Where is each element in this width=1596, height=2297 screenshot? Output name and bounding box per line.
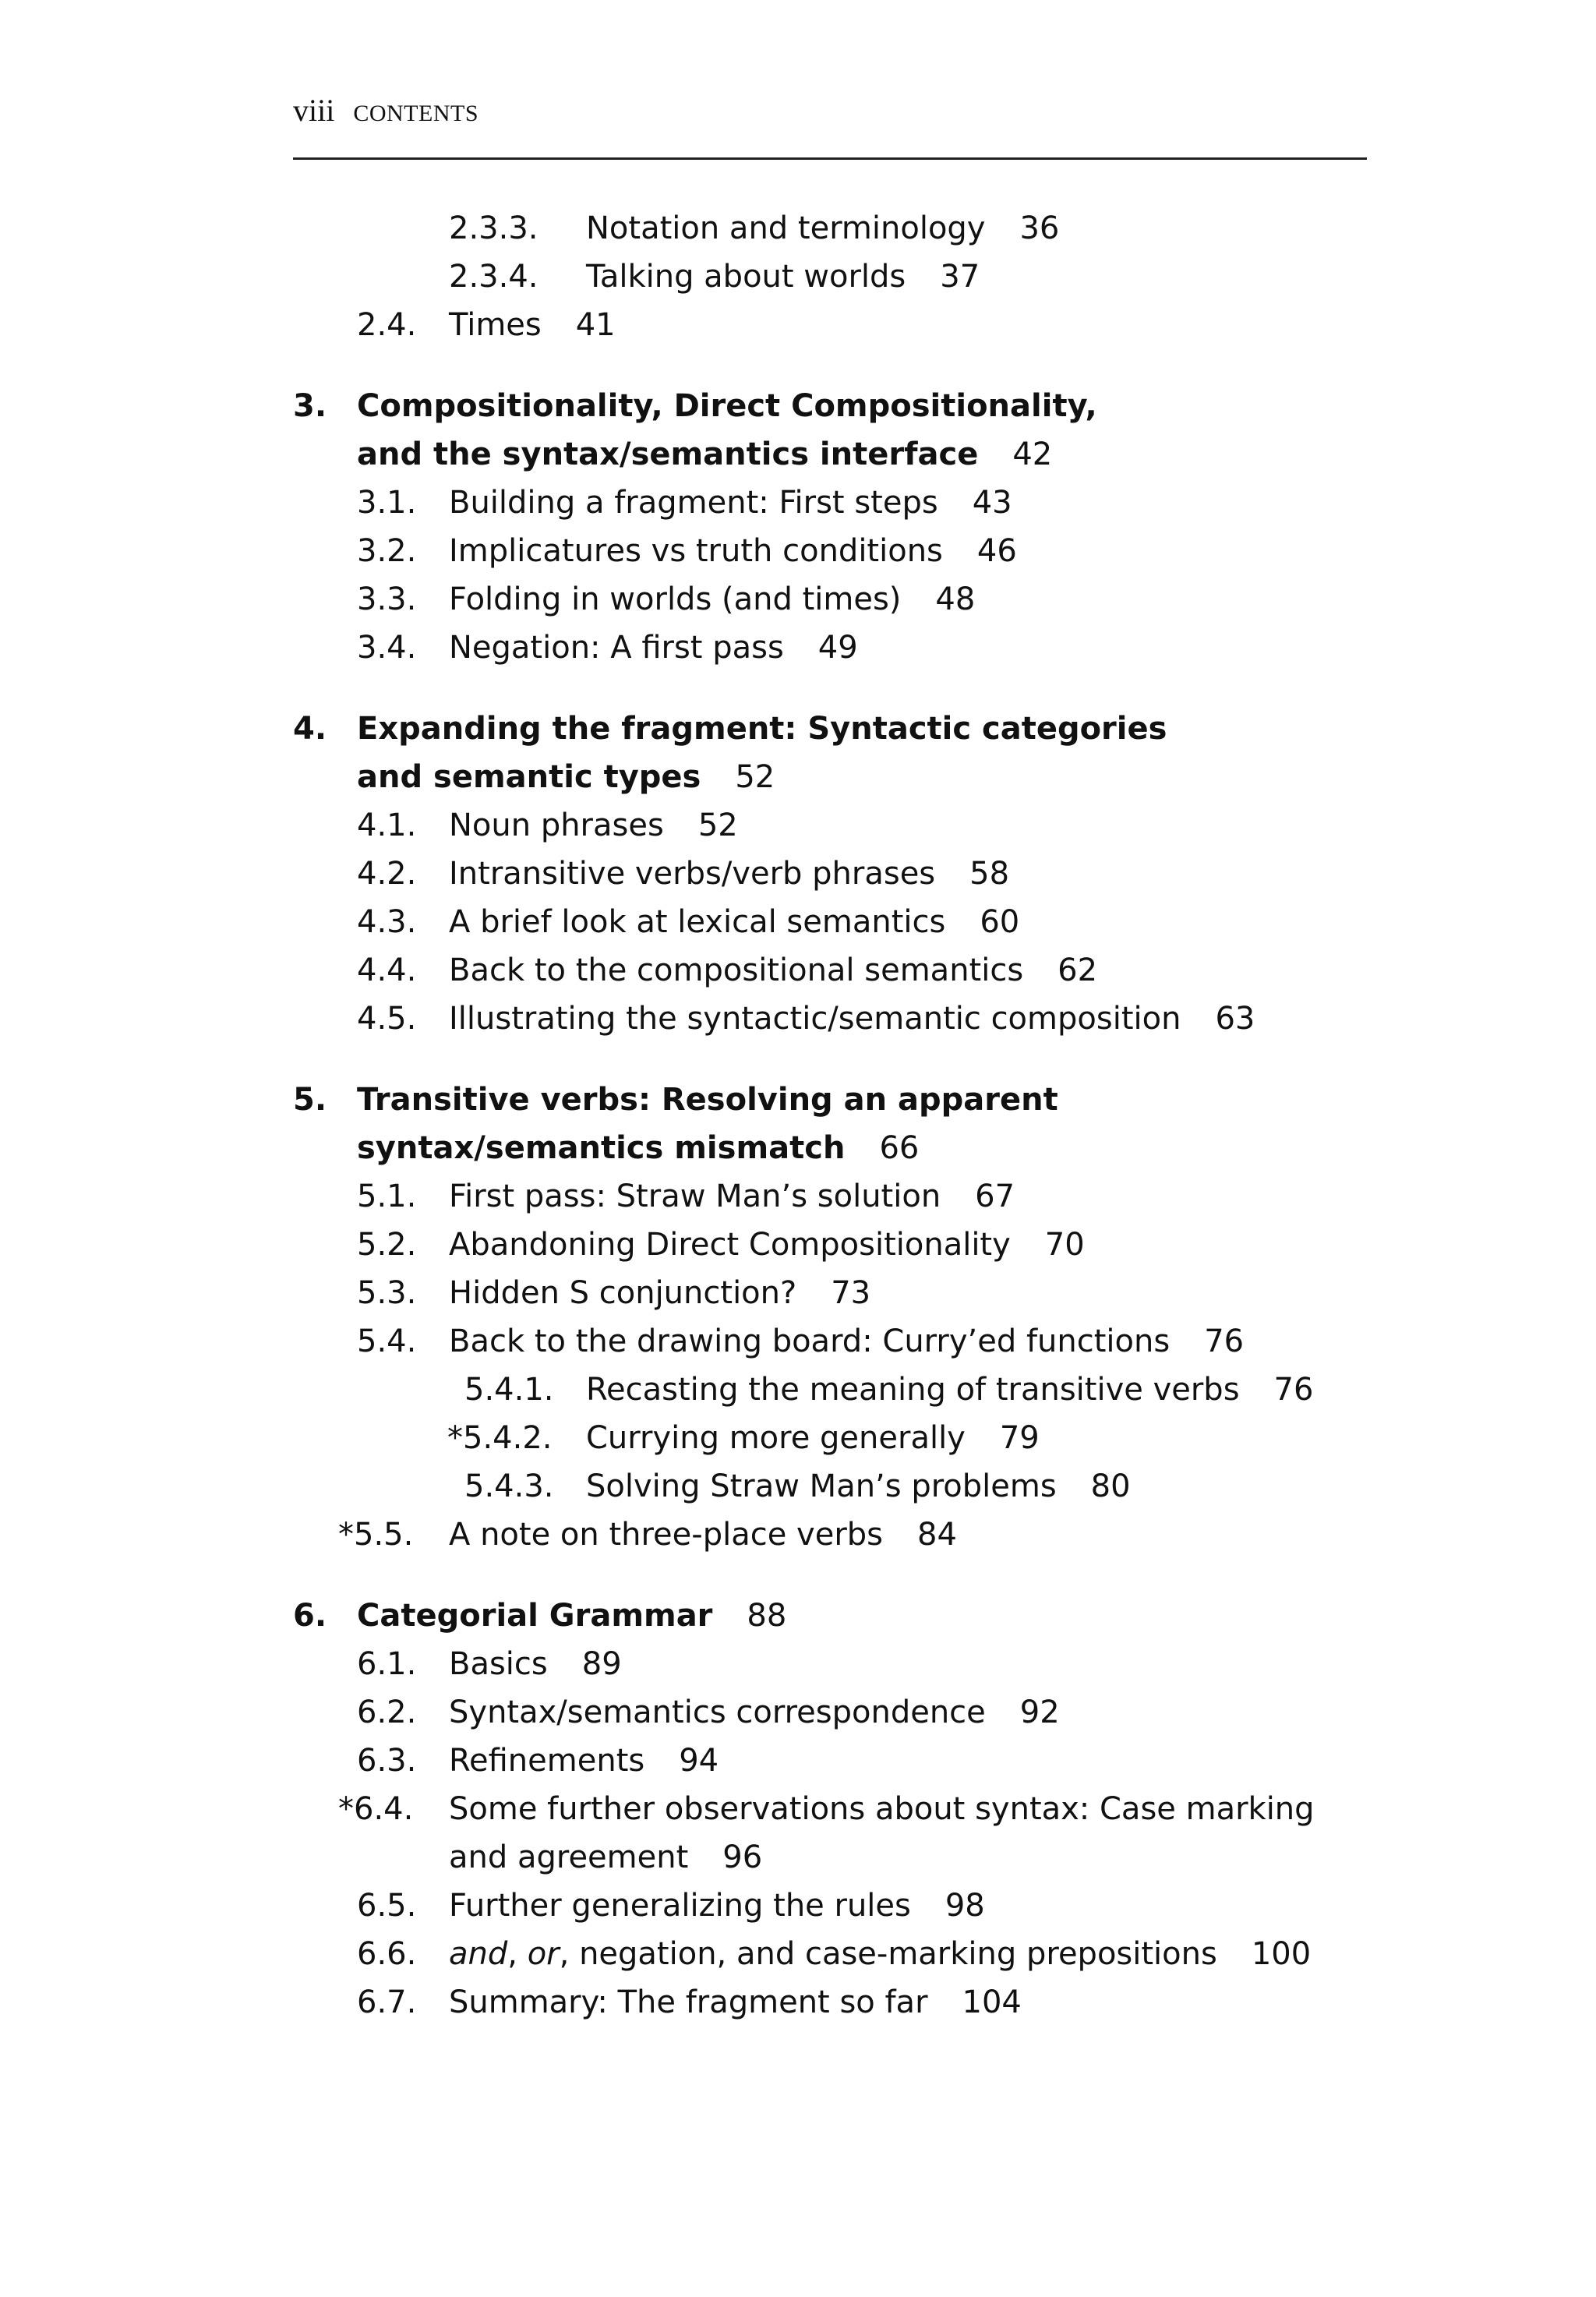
toc-entry-5-4-2[interactable] bbox=[293, 1414, 1400, 1462]
entry-page: 84 bbox=[917, 1517, 957, 1553]
entry-number: 6.3. bbox=[357, 1743, 417, 1779]
chapter-title: Categorial Grammar bbox=[357, 1598, 713, 1634]
entry-page: 62 bbox=[1058, 952, 1098, 988]
chapter-title: and semantic types bbox=[357, 759, 701, 795]
entry-number: 4.5. bbox=[357, 1001, 417, 1037]
chapter-number: 5. bbox=[293, 1082, 327, 1118]
entry-title-or: or bbox=[527, 1936, 560, 1972]
chapter-title: Transitive verbs: Resolving an apparent bbox=[357, 1082, 1058, 1118]
chapter-page: 66 bbox=[879, 1130, 920, 1166]
entry-title: Summary: The fragment so far bbox=[449, 1984, 928, 2020]
entry-page: 60 bbox=[980, 904, 1020, 940]
entry-title: Recasting the meaning of transitive verbs bbox=[586, 1372, 1240, 1408]
toc-entry-3-2[interactable] bbox=[293, 527, 1400, 575]
entry-number: 6.5. bbox=[357, 1888, 417, 1924]
toc-entry-6-6[interactable] bbox=[293, 1930, 1400, 1978]
toc-entry-5-1[interactable] bbox=[293, 1172, 1400, 1221]
entry-number: 5.1. bbox=[357, 1179, 417, 1214]
chapter-title: and the syntax/semantics interface bbox=[357, 436, 979, 472]
entry-page: 41 bbox=[575, 307, 616, 343]
entry-page: 46 bbox=[976, 533, 1017, 569]
entry-title: Syntax/semantics correspondence bbox=[449, 1694, 986, 1730]
toc-entry-3-1[interactable] bbox=[293, 479, 1400, 527]
toc-chapter-3[interactable] bbox=[293, 382, 1400, 430]
entry-title: and agreement bbox=[449, 1839, 689, 1875]
entry-title: Further generalizing the rules bbox=[449, 1888, 911, 1924]
entry-title: Intransitive verbs/verb phrases bbox=[449, 856, 936, 892]
toc-entry-2-3-3[interactable] bbox=[293, 204, 1400, 253]
entry-number: 5.4.3. bbox=[464, 1468, 554, 1504]
entry-number: 2.3.3. bbox=[449, 210, 538, 246]
entry-number: 4.1. bbox=[357, 807, 417, 843]
chapter-number: 3. bbox=[293, 388, 327, 424]
entry-page: 76 bbox=[1204, 1323, 1245, 1359]
entry-number: 2.3.4. bbox=[449, 259, 538, 295]
entry-title: A note on three-place verbs bbox=[449, 1517, 883, 1553]
entry-title: Hidden S conjunction? bbox=[449, 1275, 797, 1311]
entry-number: 3.4. bbox=[357, 630, 417, 666]
entry-page: 52 bbox=[697, 807, 738, 843]
toc-chapter-6[interactable] bbox=[293, 1592, 1400, 1640]
entry-title-rest: negation, and case-marking prepositions bbox=[579, 1936, 1217, 1972]
chapter-page: 52 bbox=[735, 759, 775, 795]
entry-page: 63 bbox=[1215, 1001, 1255, 1037]
toc-entry-4-3[interactable] bbox=[293, 898, 1400, 946]
entry-page: 37 bbox=[940, 259, 980, 295]
toc-chapter-3-cont[interactable] bbox=[293, 430, 1400, 479]
toc-entry-4-4[interactable] bbox=[293, 946, 1400, 995]
toc-entry-2-3-4[interactable] bbox=[293, 253, 1400, 301]
entry-page: 104 bbox=[962, 1984, 1022, 2020]
entry-title: Talking about worlds bbox=[586, 259, 906, 295]
toc-entry-5-4-1[interactable] bbox=[293, 1366, 1400, 1414]
entry-page: 96 bbox=[722, 1839, 763, 1875]
entry-title: Back to the compositional semantics bbox=[449, 952, 1024, 988]
toc-entry-6-5[interactable] bbox=[293, 1882, 1400, 1930]
entry-number: 2.4. bbox=[357, 307, 417, 343]
entry-page: 36 bbox=[1019, 210, 1060, 246]
entry-title: Noun phrases bbox=[449, 807, 664, 843]
entry-title: Solving Straw Man’s problems bbox=[586, 1468, 1057, 1504]
entry-page: 79 bbox=[999, 1420, 1040, 1456]
entry-number: *5.5. bbox=[338, 1517, 414, 1553]
toc-entry-5-2[interactable] bbox=[293, 1221, 1400, 1269]
toc-entry-5-5[interactable] bbox=[293, 1511, 1400, 1559]
toc-entry-4-5[interactable] bbox=[293, 995, 1400, 1043]
entry-title: A brief look at lexical semantics bbox=[449, 904, 946, 940]
entry-number: 5.3. bbox=[357, 1275, 417, 1311]
entry-number: 5.4.1. bbox=[464, 1372, 554, 1408]
entry-number: *5.4.2. bbox=[447, 1420, 553, 1456]
entry-page: 92 bbox=[1019, 1694, 1060, 1730]
entry-page: 49 bbox=[817, 630, 858, 666]
entry-title: Times bbox=[449, 307, 542, 343]
entry-title: Folding in worlds (and times) bbox=[449, 581, 902, 617]
toc-entry-5-3[interactable] bbox=[293, 1269, 1400, 1317]
entry-page: 100 bbox=[1251, 1936, 1312, 1972]
toc-chapter-4[interactable] bbox=[293, 705, 1400, 753]
entry-page: 73 bbox=[831, 1275, 871, 1311]
entry-title: Building a fragment: First steps bbox=[449, 485, 938, 521]
entry-number: 6.2. bbox=[357, 1694, 417, 1730]
entry-title: Refinements bbox=[449, 1743, 645, 1779]
toc-chapter-4-cont[interactable] bbox=[293, 753, 1400, 801]
toc-entry-6-4-cont[interactable] bbox=[293, 1833, 1400, 1882]
entry-page: 58 bbox=[969, 856, 1010, 892]
chapter-title: Compositionality, Direct Compositionality, bbox=[357, 388, 1097, 424]
entry-number: 4.3. bbox=[357, 904, 417, 940]
entry-page: 94 bbox=[679, 1743, 719, 1779]
entry-title: Some further observations about syntax: Case marking bbox=[449, 1791, 1315, 1827]
toc-entry-4-1[interactable] bbox=[293, 801, 1400, 850]
entry-number: 6.1. bbox=[357, 1646, 417, 1682]
entry-title: Basics bbox=[449, 1646, 548, 1682]
toc-entry-5-4-3[interactable] bbox=[293, 1462, 1400, 1511]
entry-page: 67 bbox=[975, 1179, 1015, 1214]
toc-entry-3-3[interactable] bbox=[293, 575, 1400, 624]
entry-page: 48 bbox=[935, 581, 976, 617]
toc-entry-4-2[interactable] bbox=[293, 850, 1400, 898]
toc-entry-3-4[interactable] bbox=[293, 624, 1400, 672]
table-of-contents bbox=[293, 204, 1400, 2027]
entry-title: Implicatures vs truth conditions bbox=[449, 533, 943, 569]
chapter-title: syntax/semantics mismatch bbox=[357, 1130, 846, 1166]
entry-page: 70 bbox=[1044, 1227, 1085, 1263]
entry-title: First pass: Straw Man’s solution bbox=[449, 1179, 941, 1214]
chapter-page: 88 bbox=[747, 1598, 787, 1634]
entry-number: 6.7. bbox=[357, 1984, 417, 2020]
entry-number: *6.4. bbox=[338, 1791, 414, 1827]
entry-title: Negation: A first pass bbox=[449, 630, 784, 666]
entry-number: 4.2. bbox=[357, 856, 417, 892]
entry-title-and: and bbox=[449, 1936, 508, 1972]
entry-title: Illustrating the syntactic/semantic composition bbox=[449, 1001, 1181, 1037]
toc-entry-6-3[interactable] bbox=[293, 1737, 1400, 1785]
entry-number: 3.3. bbox=[357, 581, 417, 617]
toc-entry-6-1[interactable] bbox=[293, 1640, 1400, 1688]
entry-page: 89 bbox=[581, 1646, 622, 1682]
entry-title: Currying more generally bbox=[586, 1420, 966, 1456]
toc-entry-2-4[interactable] bbox=[293, 301, 1400, 349]
chapter-number: 4. bbox=[293, 711, 327, 747]
toc-entry-6-4[interactable] bbox=[293, 1785, 1400, 1833]
entry-page: 80 bbox=[1090, 1468, 1131, 1504]
entry-title: Back to the drawing board: Curry’ed functions bbox=[449, 1323, 1171, 1359]
toc-chapter-5-cont[interactable] bbox=[293, 1124, 1400, 1172]
entry-number: 5.4. bbox=[357, 1323, 417, 1359]
page-folio: viii bbox=[293, 93, 335, 128]
running-head bbox=[293, 92, 478, 129]
entry-page: 43 bbox=[972, 485, 1012, 521]
header-rule bbox=[293, 157, 1367, 160]
entry-page: 76 bbox=[1273, 1372, 1314, 1408]
entry-title: Abandoning Direct Compositionality bbox=[449, 1227, 1011, 1263]
toc-chapter-5[interactable] bbox=[293, 1076, 1400, 1124]
chapter-number: 6. bbox=[293, 1598, 327, 1634]
entry-number: 5.2. bbox=[357, 1227, 417, 1263]
entry-page: 98 bbox=[945, 1888, 985, 1924]
toc-entry-6-7[interactable] bbox=[293, 1978, 1400, 2027]
entry-title: and, or, negation, and case-marking prepositions bbox=[449, 1936, 1217, 1972]
running-head-label: CONTENTS bbox=[353, 101, 479, 126]
entry-number: 3.1. bbox=[357, 485, 417, 521]
chapter-page: 42 bbox=[1012, 436, 1053, 472]
toc-entry-6-2[interactable] bbox=[293, 1688, 1400, 1737]
entry-number: 4.4. bbox=[357, 952, 417, 988]
entry-title: Notation and terminology bbox=[586, 210, 986, 246]
toc-entry-5-4[interactable] bbox=[293, 1317, 1400, 1366]
entry-number: 6.6. bbox=[357, 1936, 417, 1972]
entry-number: 3.2. bbox=[357, 533, 417, 569]
chapter-title: Expanding the fragment: Syntactic categories bbox=[357, 711, 1167, 747]
